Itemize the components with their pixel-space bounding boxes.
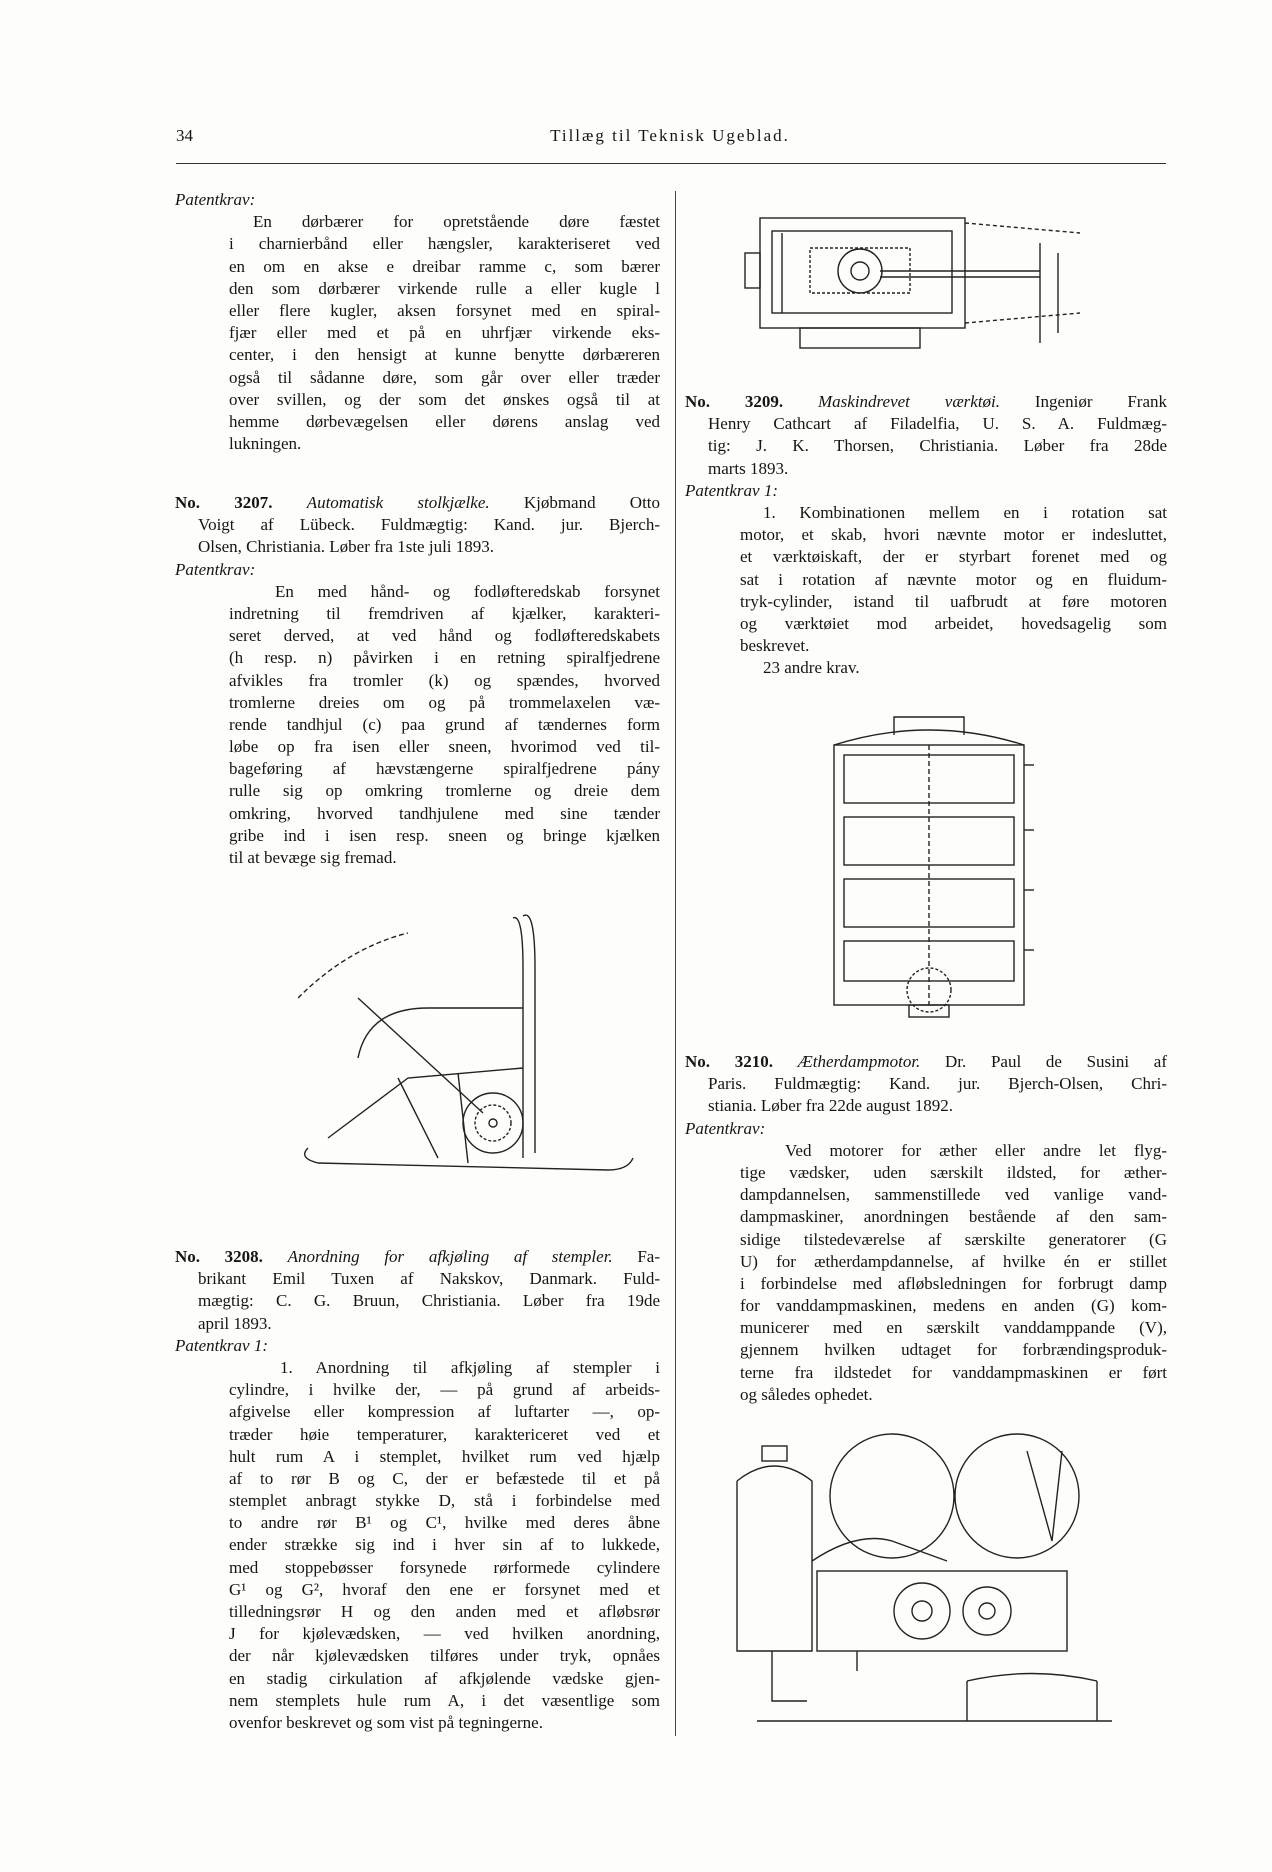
claim-text-line: en om en akse e dreibar ramme c, som bærer	[229, 256, 660, 276]
patent-title: Ætherdampmotor.	[797, 1052, 921, 1071]
claim-text-line: tilledningsrør H og den anden med et afløbsrør	[229, 1602, 660, 1621]
patent-entry-3208	[175, 1246, 660, 1734]
claim-text-line: hult rum A i stemplet, hvilket rum ved hjælp	[229, 1446, 660, 1466]
patent-title: Maskindrevet værktøi.	[818, 392, 1001, 411]
patent-heading-text: Fa-	[637, 1247, 661, 1266]
claim-label: Patentkrav:	[685, 1118, 766, 1138]
figure-cabinet	[824, 705, 1034, 1030]
claim-text-line: til at bevæge sig fremad.	[229, 848, 397, 867]
claim-text-line: af to rør B og C, der er befæstede til et på	[229, 1468, 660, 1488]
entry-heading-line	[685, 1051, 1167, 1073]
claim-text-line: cylindre, i hvilke der, — på grund af arbeids-	[229, 1380, 660, 1400]
patent-entry-3209	[685, 391, 1167, 679]
claim-text-line: med stoppebøsser forsynede rørformede cylindere	[229, 1557, 660, 1577]
patent-title: Automatisk stolkjælke.	[306, 493, 490, 512]
claim-text-line: En dørbærer for opretstående døre fæstet	[253, 212, 660, 232]
claim-text-line: afgivelse eller kompression af luftarter —, op-	[229, 1402, 660, 1422]
claim-text-line: for vanddampmaskinen, medens en anden (G) kom-	[740, 1296, 1167, 1316]
claim-text-line: dampdannelsen, sammenstillede ved vanlige vand-	[740, 1185, 1167, 1205]
patent-entry-3210	[685, 1051, 1167, 1406]
figure-machine-tool	[740, 203, 1110, 363]
claim-label: Patentkrav:	[175, 559, 256, 579]
claim-text-line: et værktøiskaft, der er styrbart forenet med og	[740, 547, 1167, 567]
claim-text-line: sat i rotation af nævnte motor og en fluidum-	[740, 569, 1167, 589]
claim-text-line: hemme dørbevægelsen eller dørens anslag ved	[229, 411, 660, 431]
claim-text-line: Ved motorer for æther eller andre let flyg-	[785, 1140, 1167, 1160]
claim-text-line: rende tandhjul (c) paa grund af tændernes form	[229, 714, 660, 734]
claim-text-line: omkring, hvorved tandhjulene med sine tænder	[229, 803, 660, 823]
claim-text-line: En med hånd- og fodløfteredskab forsynet	[275, 581, 660, 601]
claim-text-line: J for kjølevædsken, — ved hvilken anordning,	[229, 1624, 660, 1644]
claim-text-line: eller flere kugler, aksen forsynet med en spiral-	[229, 300, 660, 320]
claim-text-line: fjær eller med et på en uhrfjær virkende eks-	[229, 323, 660, 343]
claim-text-line: tryk-cylinder, istand til uafbrudt at føre motoren	[740, 591, 1167, 611]
claim-text-line: der når kjølevædsken tilføres under tryk, opnåes	[229, 1646, 660, 1666]
running-title: Tillæg til Teknisk Ugeblad.	[550, 126, 790, 145]
patent-number: No. 3208.	[175, 1247, 263, 1266]
claim-text-line: indretning til fremdriven af kjælker, karakteri-	[229, 603, 660, 623]
claim-text-line: U) for ætherdampdannelse, af hvilke én er stillet	[740, 1251, 1167, 1271]
claim-text-line: og således ophedet.	[740, 1384, 873, 1404]
entry-heading-line: april 1893.	[198, 1313, 272, 1333]
claim-text-line: gribe ind i isen resp. sneen og bringe kjælken	[229, 825, 660, 845]
patent-heading-text: Dr. Paul de Susini af	[945, 1052, 1168, 1071]
figure-chair-sled	[298, 908, 673, 1188]
claim-text-line: løbe op fra isen eller sneen, hvorimod ved til-	[229, 737, 660, 757]
claim-text-line: gjennem hvilken udtaget for forbrændingsproduk-	[740, 1340, 1167, 1360]
patent-number: No. 3207.	[175, 493, 273, 512]
entry-heading-line	[175, 1246, 660, 1268]
claim-text-line: terne fra ildstedet for vanddampmaskinen er ført	[740, 1362, 1167, 1382]
claim-text-line: 1. Kombinationen mellem en i rotation sat	[763, 502, 1167, 522]
entry-heading-line: tig: J. K. Thorsen, Christiania. Løber fra 28de	[708, 436, 1167, 456]
header-rule	[176, 163, 1166, 164]
patent-number: No. 3209.	[685, 392, 784, 411]
claim-text-line: to andre rør B¹ og C¹, hvilke med deres åbne	[229, 1513, 660, 1533]
claim-text-line: center, i den hensigt at kunne benytte dørbæreren	[229, 345, 660, 365]
claim-text-line: tige vædsker, uden særskilt ildsted, for æther-	[740, 1162, 1167, 1182]
entry-heading-line: stiania. Løber fra 22de august 1892.	[708, 1096, 954, 1116]
entry-heading-line: mægtig: C. G. Bruun, Christiania. Løber fra 19de	[198, 1291, 660, 1311]
patent-heading-text: Kjøbmand Otto	[523, 493, 661, 512]
page-number: 34	[176, 126, 193, 145]
claim-text-line: beskrevet.	[740, 636, 810, 656]
claim-text-line: municerer med en særskilt vanddamppande (V),	[740, 1318, 1167, 1338]
additional-claims-note: 23 andre krav.	[763, 658, 860, 678]
figure-ether-engine	[717, 1421, 1112, 1736]
entry-heading-line: Olsen, Christiania. Løber fra 1ste juli 1893.	[198, 537, 495, 557]
claim-text-line: bageføring af hævstængerne spiralfjedrene pány	[229, 759, 660, 779]
entry-heading-line: marts 1893.	[708, 458, 789, 478]
entry-heading-line	[175, 492, 660, 514]
claim-text-line: også til sådanne døre, som går over eller træder	[229, 367, 660, 387]
claim-text-line: nem stemplets hule rum A, i det væsentlige som	[229, 1690, 660, 1710]
claim-text-line: lukningen.	[229, 434, 302, 454]
patent-entry-3206-claim	[175, 189, 660, 455]
claim-text-line: og værktøiet mod arbeidet, hovedsagelig som	[740, 613, 1167, 633]
claim-text-line: seret derved, at ved hånd og fodløfteredskabets	[229, 626, 660, 646]
claim-text-line: tromlerne dreies om og på trommelaxelen væ-	[229, 692, 660, 712]
entry-heading-line: Paris. Fuldmægtig: Kand. jur. Bjerch-Olsen, Chri-	[708, 1074, 1167, 1094]
claim-label: Patentkrav:	[175, 190, 256, 209]
patent-number: No. 3210.	[685, 1052, 773, 1071]
claim-text-line: (h resp. n) påvirken i en retning spiralfjedrene	[229, 648, 660, 668]
claim-text-line: træder høie temperaturer, karaktericeret ved et	[229, 1424, 660, 1444]
entry-heading-line: brikant Emil Tuxen af Nakskov, Danmark. Fuld-	[198, 1269, 660, 1289]
entry-heading-line: Henry Cathcart af Filadelfia, U. S. A. Fuldmæg-	[708, 414, 1167, 434]
claim-text-line: afvikles fra tromler (k) og spændes, hvorved	[229, 670, 660, 690]
claim-text-line: i charnierbånd eller hængsler, karakteriseret ved	[229, 234, 660, 254]
entry-heading-line: Voigt af Lübeck. Fuldmægtig: Kand. jur. Bjerch-	[198, 515, 660, 535]
patent-title: Anordning for afkjøling af stempler.	[287, 1247, 613, 1266]
claim-text-line: G¹ og G², hvoraf den ene er forsynet med et	[229, 1579, 660, 1599]
claim-text-line: den som dørbærer virkende rulle a eller kugle l	[229, 278, 660, 298]
claim-text-line: ovenfor beskrevet og som vist på tegningerne.	[229, 1712, 543, 1732]
claim-text-line: over svillen, og der som det ønskes også til at	[229, 389, 660, 409]
column-divider	[675, 191, 676, 1736]
patent-heading-text: Ingeniør Frank	[1034, 392, 1168, 411]
entry-heading-line	[685, 391, 1167, 413]
claim-text-line: i forbindelse med afløbsledningen for forbrugt damp	[740, 1273, 1167, 1293]
claim-text-line: ender strække sig ind i hver sin af to lukkede,	[229, 1535, 660, 1555]
claim-text-line: motor, et skab, hvori nævnte motor er indesluttet,	[740, 525, 1167, 545]
claim-label: Patentkrav 1:	[175, 1335, 268, 1355]
claim-text-line: dampmaskiner, anordningen bestående af den sam-	[740, 1207, 1167, 1227]
claim-text-line: sidige tilstedeværelse af særskilte generatorer (G	[740, 1229, 1167, 1249]
claim-text-line: en stadig cirkulation af afkjølende vædske gjen-	[229, 1668, 660, 1688]
patent-entry-3207	[175, 492, 660, 869]
claim-text-line: rulle sig op omkring tromlerne og dreie dem	[229, 781, 660, 801]
claim-text-line: stemplet anbragt stykke D, stå i forbindelse med	[229, 1491, 660, 1511]
claim-label: Patentkrav 1:	[685, 480, 778, 500]
claim-text-line: 1. Anordning til afkjøling af stempler i	[280, 1357, 660, 1377]
